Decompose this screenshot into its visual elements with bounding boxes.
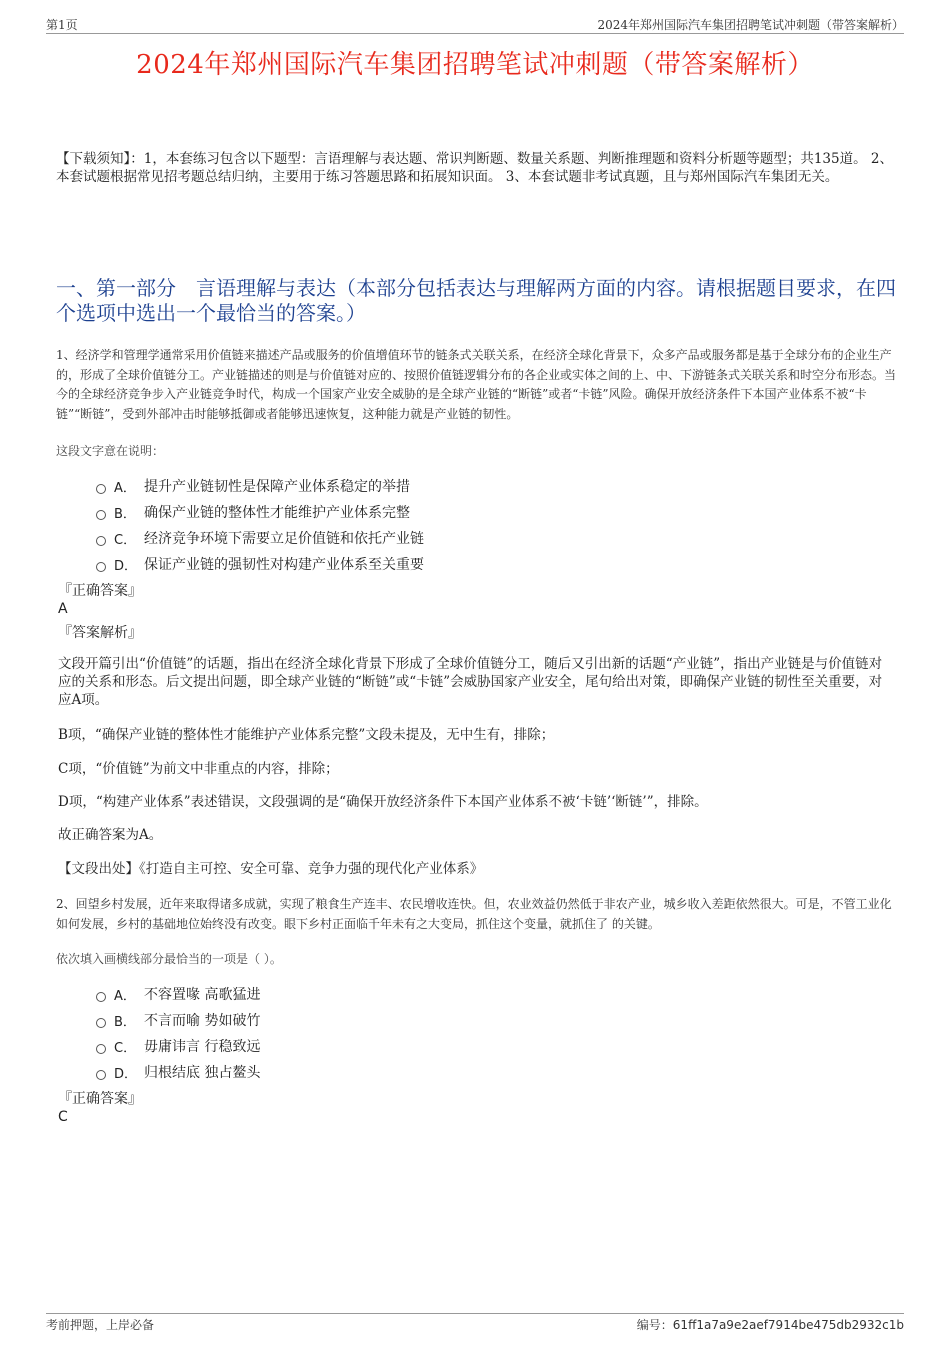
option-text: 经济竞争环境下需要立足价值链和依托产业链 <box>144 531 424 547</box>
option-letter: C． <box>114 1040 137 1056</box>
radio-button-icon[interactable] <box>96 1044 106 1054</box>
question-1-option-b[interactable] <box>96 499 796 525</box>
question-1-analysis-d: D项，“构建产业体系”表述错误，文段强调的是“确保开放经济条件下本国产业体系不被‘卡链’‘断链’”，排除。 <box>58 794 708 810</box>
question-2-text: 2、回望乡村发展，近年来取得诸多成就，实现了粮食生产连丰、农民增收连快。但，农业效益仍然低于非农产业，城乡收入差距依然很大。可是，不管工业化如何发展，乡村的基础地位始终没有改变。眼下乡村正面临千年未有之大变局，抓住这个变量，就抓住了 的关键。 <box>56 897 892 931</box>
question-1-option-a[interactable] <box>96 473 796 499</box>
radio-button-icon[interactable] <box>96 1018 106 1028</box>
question-1-prompt: 这段文字意在说明： <box>56 444 165 458</box>
footer-code: 61ff1a7a9e2aef7914be475db2932c1b <box>672 1318 904 1332</box>
question-1-conclusion: 故正确答案为A。 <box>58 827 163 843</box>
question-2-answer: C <box>58 1109 68 1125</box>
page-footer <box>46 1313 904 1335</box>
radio-button-icon[interactable] <box>96 510 106 520</box>
section-heading: 一、第一部分 言语理解与表达（本部分包括表达与理解两方面的内容。请根据题目要求，在四个选项中选出一个最恰当的答案。） <box>56 276 896 325</box>
question-2-prompt: 依次填入画横线部分最恰当的一项是（ ）。 <box>56 952 282 966</box>
footer-slogan: 考前押题，上岸必备 <box>46 1318 155 1332</box>
page-header <box>46 14 904 34</box>
option-text: 确保产业链的整体性才能维护产业体系完整 <box>144 505 410 521</box>
option-text: 毋庸讳言 行稳致远 <box>144 1039 261 1055</box>
question-1-options <box>96 473 796 577</box>
page-number: 第1页 <box>46 18 78 32</box>
option-letter: D． <box>114 1066 138 1082</box>
option-text: 保证产业链的强韧性对构建产业体系至关重要 <box>144 557 424 573</box>
option-letter: D． <box>114 558 138 574</box>
question-2-option-a[interactable] <box>96 981 796 1007</box>
option-text: 提升产业链韧性是保障产业体系稳定的举措 <box>144 479 410 495</box>
radio-button-icon[interactable] <box>96 536 106 546</box>
radio-button-icon[interactable] <box>96 562 106 572</box>
question-1-answer: A <box>58 601 68 617</box>
radio-button-icon[interactable] <box>96 484 106 494</box>
radio-button-icon[interactable] <box>96 1070 106 1080</box>
option-text: 归根结底 独占鳌头 <box>144 1065 261 1081</box>
option-text: 不容置喙 高歌猛进 <box>144 987 261 1003</box>
question-1-source: 【文段出处】《打造自主可控、安全可靠、竞争力强的现代化产业体系》 <box>58 861 484 877</box>
download-notice: 【下载须知】：1，本套练习包含以下题型：言语理解与表达题、常识判断题、数量关系题、判断推理题和资料分析题等题型；共135道。 2、本套试题根据常见招考题总结归纳，主要用于练习答题思路和拓展知识面。 3、本套试题非考试真题，且与郑州国际汽车集团无关。 <box>56 151 893 185</box>
page-title: 2024年郑州国际汽车集团招聘笔试冲刺题（带答案解析） <box>136 50 814 80</box>
question-1-answer-label: 『正确答案』 <box>58 583 142 599</box>
question-2-option-d[interactable] <box>96 1059 796 1085</box>
question-2-option-c[interactable] <box>96 1033 796 1059</box>
option-letter: B． <box>114 1014 136 1030</box>
question-1-option-d[interactable] <box>96 551 796 577</box>
question-1-analysis-label: 『答案解析』 <box>58 625 142 641</box>
question-1-text: 1、经济学和管理学通常采用价值链来描述产品或服务的价值增值环节的链条式关联关系，在经济全球化背景下，众多产品或服务都是基于全球分布的企业生产的，形成了全球价值链分工。产业链描述的则是与价值链对应的、按照价值链逻辑分布的各企业或实体之间的上、中、下游链条式关联关系和时空分布形态。当今的全球经济竞争步入产业链竞争时代，构成一个国家产业安全威胁的是全球产业链的“断链”或者“卡链”风险。确保开放经济条件下本国产业体系不被“卡链”“断链”，受到外部冲击时能够抵御或者能够迅速恢复，这种能力就是产业链的韧性。 <box>56 348 897 421</box>
question-2-option-b[interactable] <box>96 1007 796 1033</box>
header-doc-title: 2024年郑州国际汽车集团招聘笔试冲刺题（带答案解析） <box>597 18 904 32</box>
question-1-analysis-b: B项，“确保产业链的整体性才能维护产业体系完整”文段未提及，无中生有，排除； <box>58 727 555 743</box>
question-2-options <box>96 981 796 1085</box>
option-text: 不言而喻 势如破竹 <box>144 1013 261 1029</box>
radio-button-icon[interactable] <box>96 992 106 1002</box>
footer-code-block <box>637 1316 904 1333</box>
question-1-analysis-c: C项，“价值链”为前文中非重点的内容，排除； <box>58 761 339 777</box>
option-letter: C． <box>114 532 137 548</box>
option-letter: A． <box>114 988 136 1004</box>
question-1-analysis-paragraph: 文段开篇引出“价值链”的话题，指出在经济全球化背景下形成了全球价值链分工，随后又引出新的话题“产业链”，指出产业链是与价值链对应的关系和形态。后文提出问题，即全球产业链的“断链”或“卡链”会威胁国家产业安全，尾句给出对策，即确保产业链的韧性至关重要，对应A项。 <box>58 656 883 708</box>
question-2-answer-label: 『正确答案』 <box>58 1091 142 1107</box>
option-letter: A． <box>114 480 136 496</box>
option-letter: B． <box>114 506 136 522</box>
question-1-option-c[interactable] <box>96 525 796 551</box>
footer-code-label: 编号： <box>636 1318 673 1332</box>
